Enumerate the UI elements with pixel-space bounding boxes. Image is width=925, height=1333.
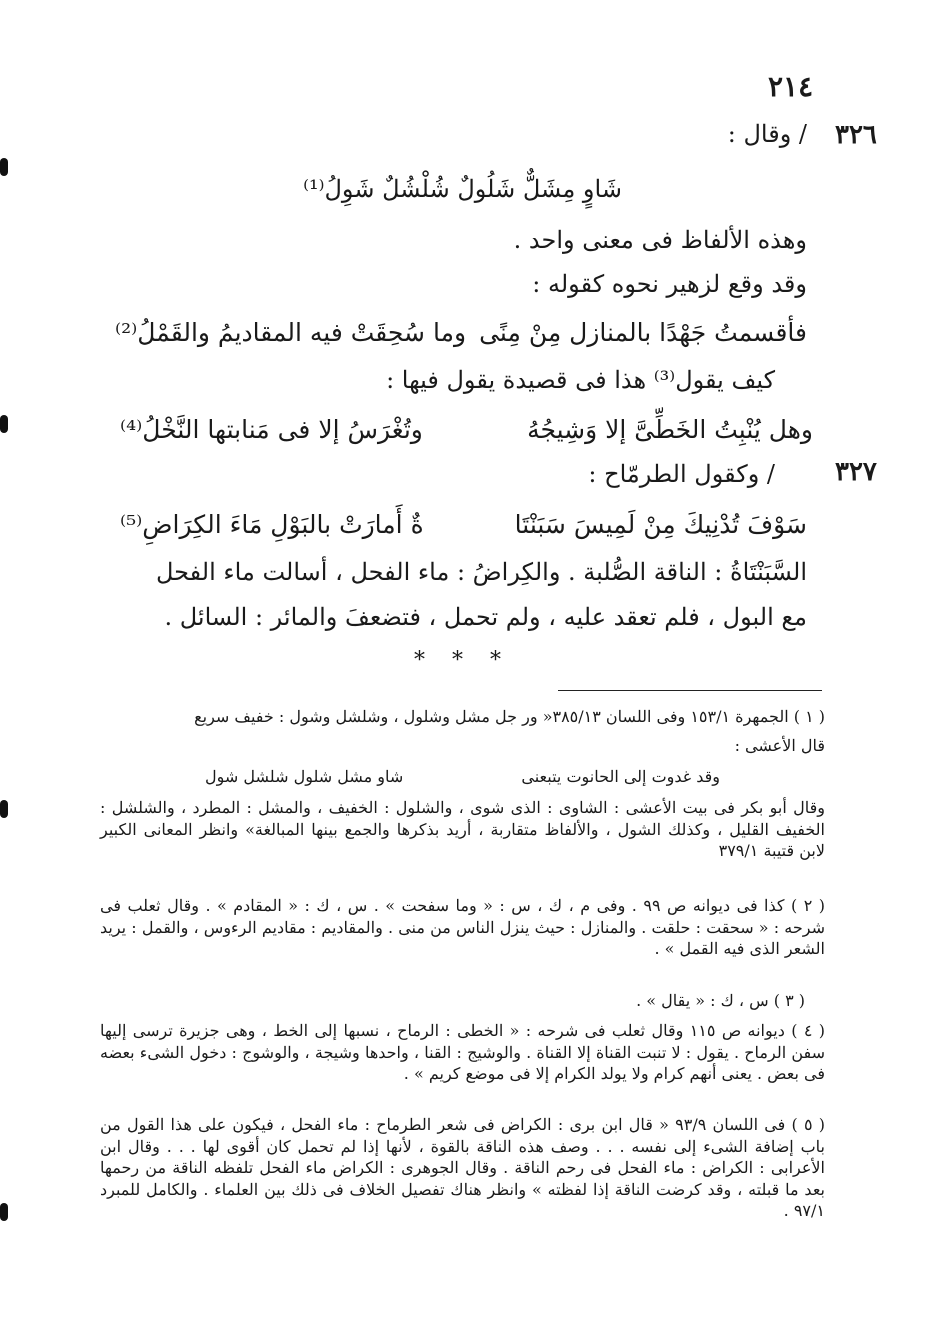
footnote-1-line: قال الأعشى : [734, 736, 825, 755]
footnote-rule [558, 690, 822, 691]
footnote-3: ( ٣ ) س ، ك : « يقال » . [636, 991, 805, 1010]
verse-hemistich-left: وما سُحِقَتْ فيه المقاديمُ والقَمْلُ⁽²⁾ [115, 318, 467, 347]
footnote-4: ( ٤ ) ديوانه ص ١١٥ وقال ثعلب فى شرحه : « الخطى : الرماح ، نسبها إلى الخط ، وهى جزيرة ترسى إليها سفن الرماح . يقول : لا تنبت القناة إلا القناة . والوشيج : القنا ، واحدها وشيجة ، والوشوج : دخول الشىء بعضه فى بعض . يعنى أنهم كرام ولا يولد الكرام إلا فى موضع كريم » . [100, 1021, 826, 1084]
scan-edge-mark [0, 158, 8, 176]
body-line: كيف يقول⁽³⁾ هذا فى قصيدة يقول فيها : [386, 366, 775, 394]
section-number: ٣٢٦ [835, 120, 877, 150]
footnote-1-continued: وقال أبو بكر فى بيت الأعشى : الشاوى : الذى شوى ، والشلول : الخفيف ، والمشل : المطرد ، والشلشل : الخفيف القليل ، وكذلك الشول ، والألفاظ متقاربة ، أريد بذكرها والجمع بينها المبالغة» وانظر المعانى الكبير لابن قتيبة ٣٧٩/١ [100, 798, 826, 861]
body-line: وهذه الألفاظ فى معنى واحد . [513, 226, 807, 254]
body-line: مع البول ، فلم تعقد عليه ، ولم تحمل ، فتضعفَ والمائر : السائل . [164, 603, 807, 631]
section-marker: / وقال : [727, 120, 807, 148]
verse-hemistich-left: وتُغْرَسُ إلا فى مَنابتها النَّخْلُ⁽⁴⁾ [120, 415, 423, 444]
footnote-5: ( ٥ ) فى اللسان ٩٣/٩ « قال ابن برى : الكراض فى شعر الطرماح : ماء الفحل ، فيكون على هذا القول من باب إضافة الشىء إلى نفسه . . . وصف هذه الناقة بالقوة ، لأنها إذا لم تحمل كان أقوى لها . . . وقال ابن الأعرابى : الكراض : ماء الفحل فى رحم الناقة . وقال الجوهرى : الكراض ماء الفحل تلفظه الناقة من رحمها بعد ما قبلته ، وقد كرضت الناقة إذا لفظته » وانظر هناك تفصيل الخلاف فى ذلك بين العلماء . والكامل للمبرد ٩٧/١ . [100, 1115, 825, 1221]
section-divider-stars: * * * [414, 648, 511, 673]
body-line: وقد وقع لزهير نحوه كقوله : [532, 270, 807, 298]
body-line: السَّبَنْتَاةُ : الناقة الصُّلبة . والكِراضُ : ماء الفحل ، أسالت ماء الفحل [155, 558, 807, 586]
verse-hemistich-right: وهل يُنْبِتُ الخَطِّىَّ إلا وَشِيجُهُ [527, 415, 813, 444]
verse-line: شَاوٍ مِشَلٌّ شَلُولٌ شُلْشُلٌ شَوِلُ⁽¹⁾ [303, 175, 622, 203]
verse-hemistich-right: فأقسمتُ جَهْدًا بالمنازل مِنْ مِنًى [479, 318, 807, 347]
verse-hemistich-right: سَوْفَ تُدْنِيكَ مِنْ لَمِيسَ سَبَنْتَا [514, 510, 807, 539]
footnote-verse-left: شاو مشل شلول شلشل شول [205, 767, 404, 786]
scan-edge-mark [0, 415, 8, 433]
scan-edge-mark [0, 1203, 8, 1221]
footnote-verse-right: وقد غدوت إلى الحانوت يتبعنى [521, 767, 720, 786]
section-marker: / وكقول الطرمّاح : [588, 460, 775, 488]
verse-hemistich-left: ةٌ أَمارَتْ بالبَوْلِ مَاءَ الكِرَاضِ⁽⁵⁾ [120, 510, 424, 539]
page-number: ٢١٤ [768, 70, 814, 103]
section-number: ٣٢٧ [835, 457, 877, 487]
scan-edge-mark [0, 800, 8, 818]
footnote-1: ( ١ ) الجمهرة ١٥٣/١ وفى اللسان ٣٨٥/١٣« ور جل مشل وشلول ، وشلشل وشول : خفيف سريع [194, 707, 825, 726]
footnote-2: ( ٢ ) كذا فى ديوانه ص ٩٩ . وفى م ، ك ، س : « وما سفحت » . س ، ك : « المقادم » . وقال ثعلب فى شرحه : « سحقت : حلقت . والمنازل : حيث ينزل الناس من منى . والمقاديم : مقاديم الرءوس ، والقمل : يريد الشعر الذى فيه القمل » . [100, 896, 826, 959]
